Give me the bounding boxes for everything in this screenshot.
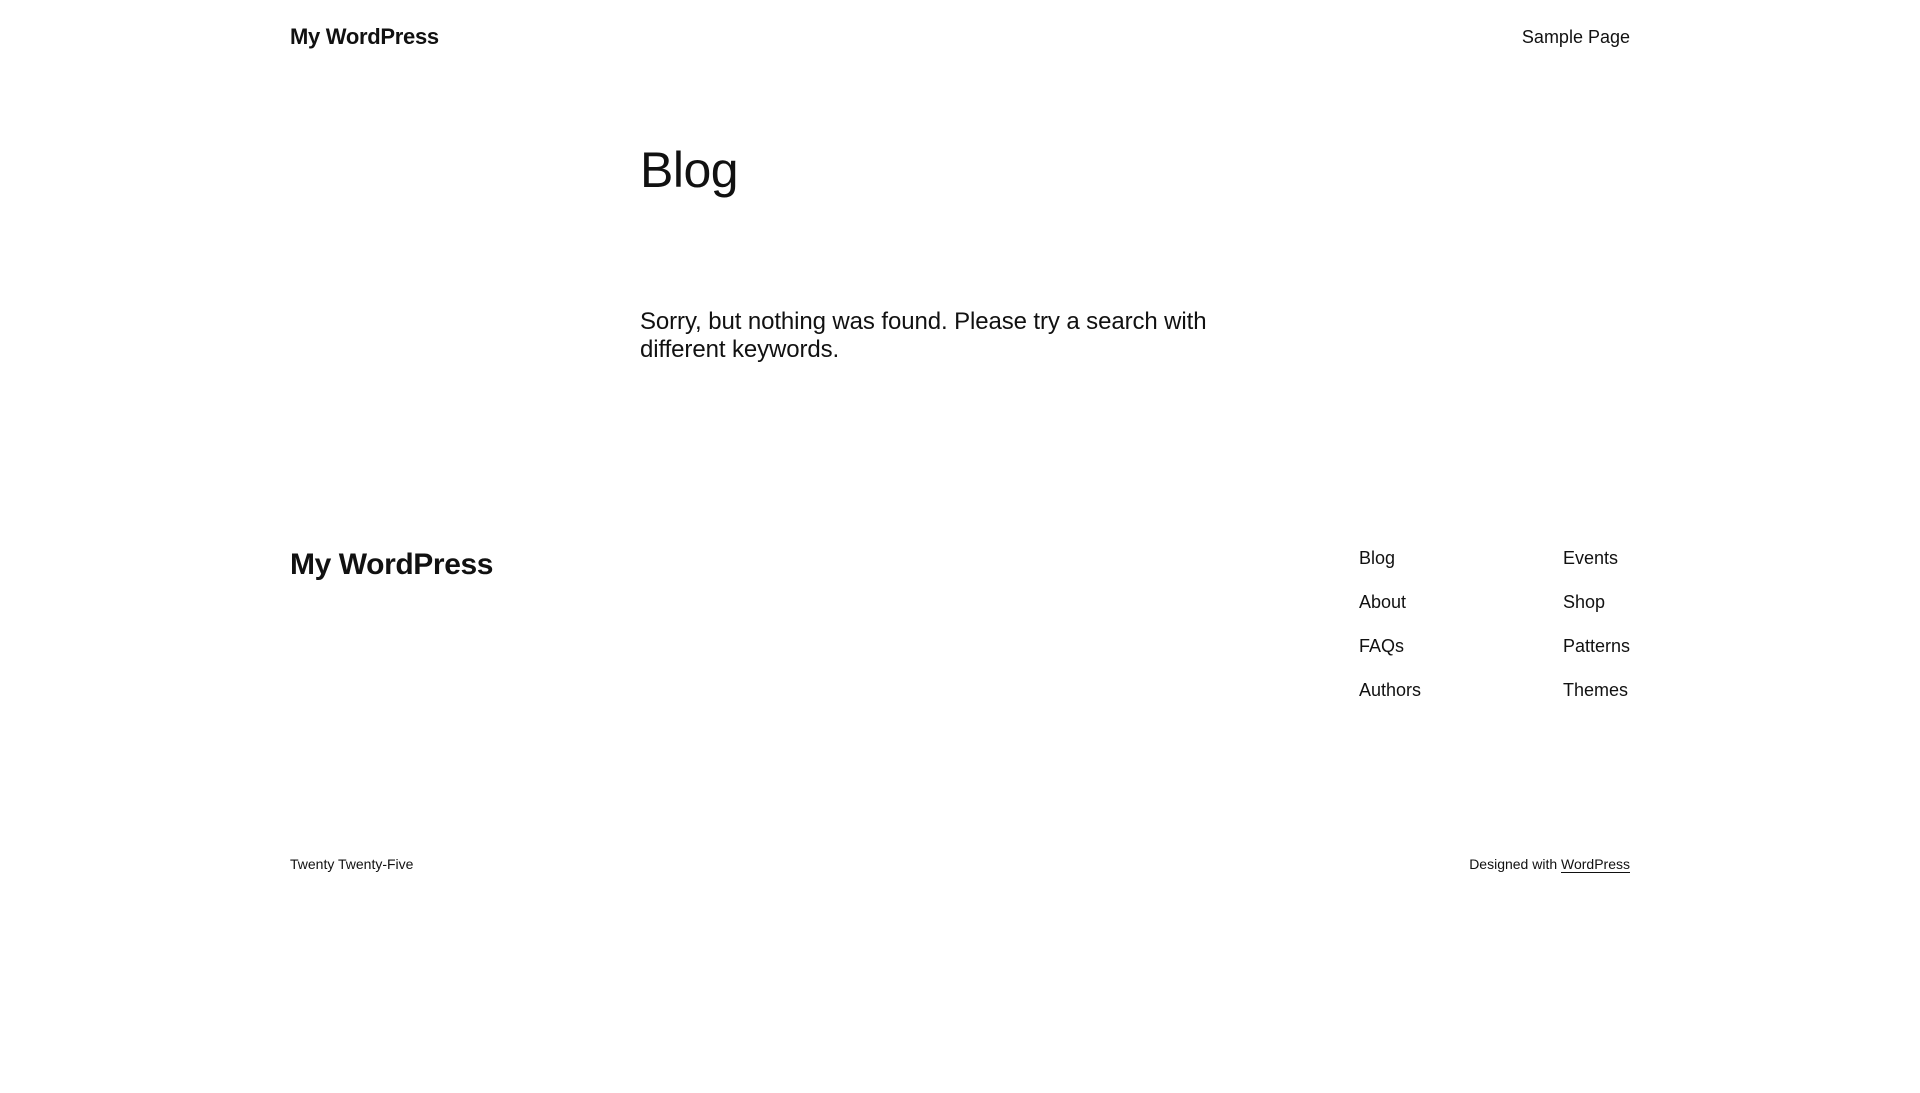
content-column (640, 142, 1280, 365)
footer-meta (290, 855, 1630, 873)
footer-link-themes[interactable]: Themes (1562, 680, 1628, 701)
footer-nav (1359, 547, 1630, 723)
footer-row (290, 547, 1630, 723)
wordpress-credit-link[interactable]: WordPress (1561, 856, 1630, 873)
footer-link-blog[interactable]: Blog (1358, 548, 1395, 569)
designed-with (1469, 855, 1630, 873)
footer-link-authors[interactable]: Authors (1358, 680, 1421, 701)
footer-nav-column-2 (1563, 547, 1630, 723)
page-title: Blog (640, 142, 739, 198)
header-nav (1522, 25, 1630, 49)
site-header (290, 0, 1630, 52)
designed-with-text: Designed with (1469, 856, 1562, 873)
no-results-message: Sorry, but nothing was found. Please try a search with different keywords. (640, 307, 1207, 364)
page (290, 0, 1630, 1093)
footer-link-patterns[interactable]: Patterns (1562, 636, 1630, 657)
footer-link-about[interactable]: About (1358, 592, 1406, 613)
nav-item-sample-page[interactable]: Sample Page (1521, 27, 1630, 47)
footer-link-faqs[interactable]: FAQs (1358, 636, 1404, 657)
footer-link-events[interactable]: Events (1562, 548, 1618, 569)
site-footer (290, 547, 1630, 873)
footer-site-title-link[interactable]: My WordPress (290, 548, 494, 582)
theme-name-text: Twenty Twenty-Five (290, 856, 414, 873)
site-title-link[interactable]: My WordPress (290, 24, 439, 49)
footer-nav-column-1 (1359, 547, 1563, 723)
footer-link-shop[interactable]: Shop (1562, 592, 1605, 613)
main-content (290, 142, 1630, 365)
